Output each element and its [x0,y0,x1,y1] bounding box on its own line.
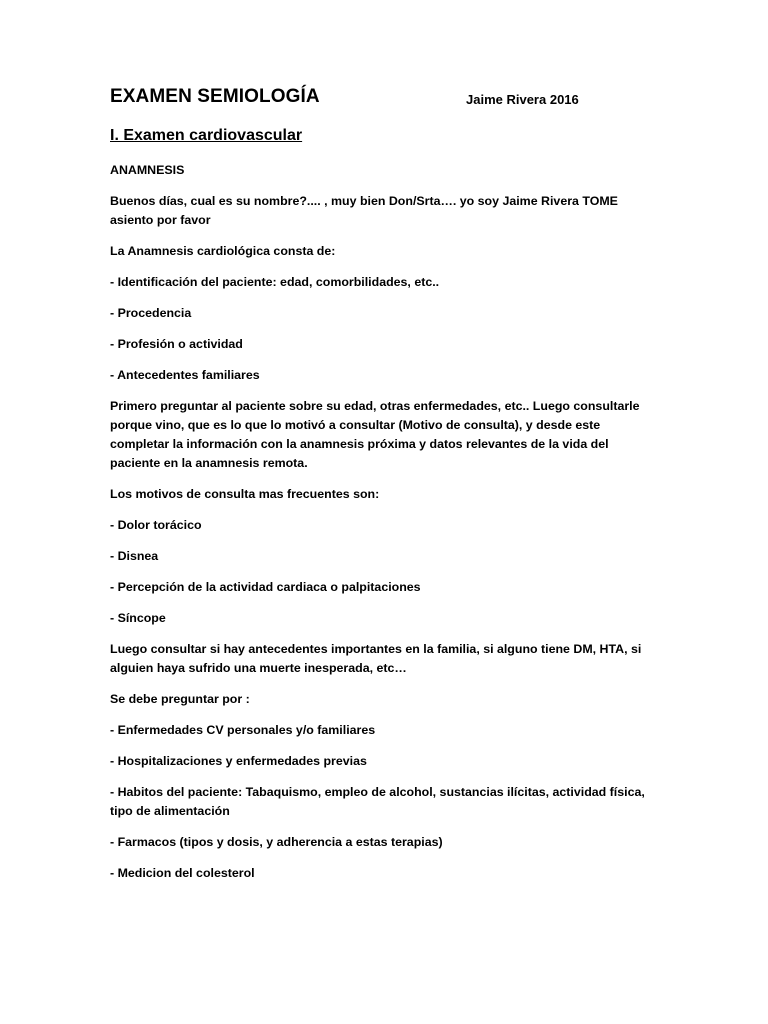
list-item: - Percepción de la actividad cardiaca o palpitaciones [110,580,421,594]
list-item: - Procedencia [110,306,192,320]
document-header [110,86,670,112]
document-title: EXAMEN SEMIOLOGÍA [110,86,320,107]
paragraph: Primero preguntar al paciente sobre su edad, otras enfermedades, etc.. Luego consultarle porque vino, que es lo que lo motivó a consultar (Motivo de consulta), y desde este completar la información con la anamnesis próxima y datos relevantes de la vida del paciente en la anamnesis remota. [110,399,640,470]
subheading-anamnesis: ANAMNESIS [110,163,185,177]
list-item: - Medicion del colesterol [110,866,255,880]
list-item: - Identificación del paciente: edad, comorbilidades, etc.. [110,275,440,289]
document-author: Jaime Rivera 2016 [466,92,579,107]
list-item: - Profesión o actividad [110,337,243,351]
list-item: - Disnea [110,549,159,563]
paragraph: Se debe preguntar por : [110,692,250,706]
paragraph: La Anamnesis cardiológica consta de: [110,244,336,258]
list-item: - Habitos del paciente: Tabaquismo, empleo de alcohol, sustancias ilícitas, actividad física, tipo de alimentación [110,785,645,818]
list-item: - Farmacos (tipos y dosis, y adherencia a estas terapias) [110,835,443,849]
section-title: I. Examen cardiovascular [110,127,303,144]
list-item: - Dolor torácico [110,518,202,532]
list-item: - Antecedentes familiares [110,368,260,382]
paragraph: Luego consultar si hay antecedentes importantes en la familia, si alguno tiene DM, HTA, si alguien haya sufrido una muerte inesperada, etc… [110,642,642,675]
paragraph: Los motivos de consulta mas frecuentes son: [110,487,380,501]
greeting-paragraph: Buenos días, cual es su nombre?.... , muy bien Don/Srta…. yo soy Jaime Rivera TOME asiento por favor [110,194,618,227]
list-item: - Síncope [110,611,166,625]
list-item: - Hospitalizaciones y enfermedades previas [110,754,367,768]
document-body [110,161,658,895]
list-item: - Enfermedades CV personales y/o familiares [110,723,376,737]
